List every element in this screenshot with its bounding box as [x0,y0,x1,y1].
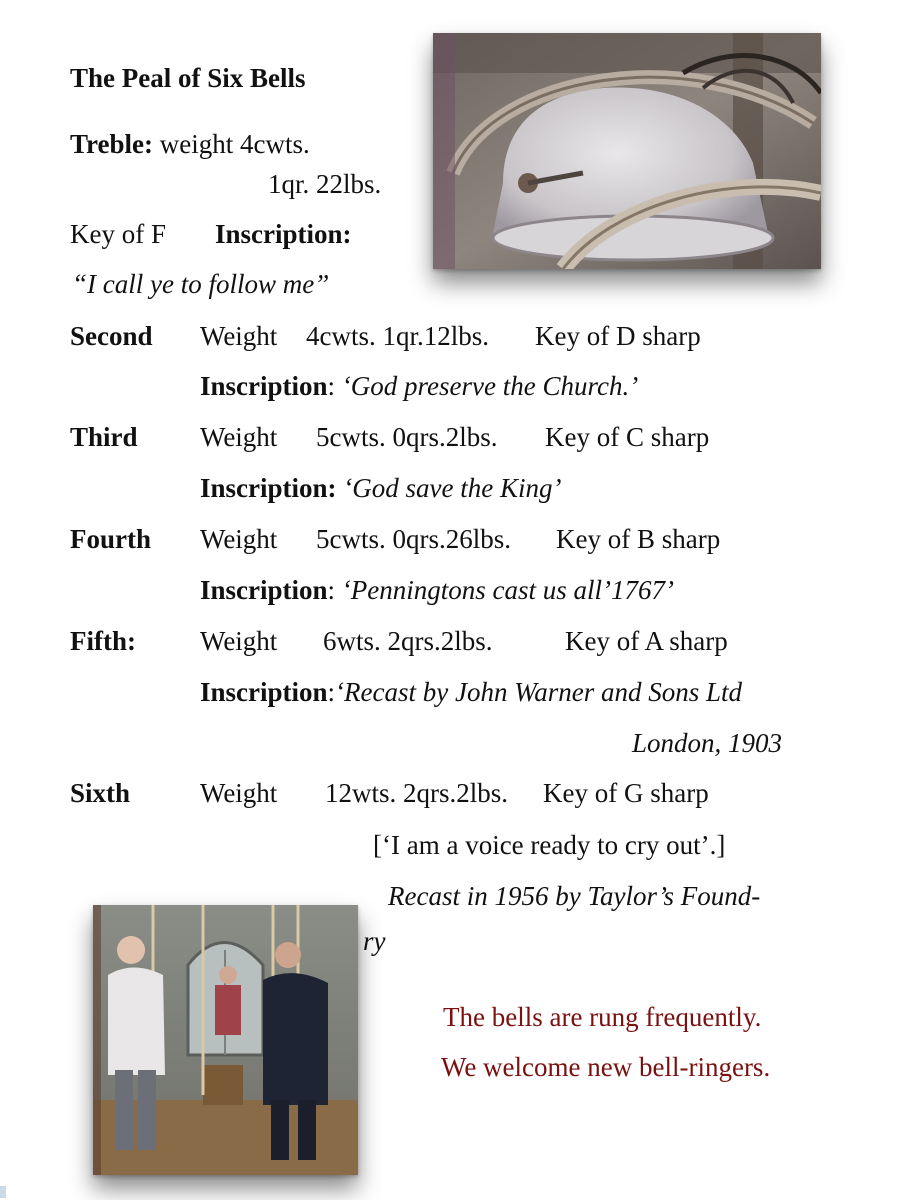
second-inscription: ‘God preserve the Church.’ [341,371,639,401]
fourth-inscription-line [200,574,674,606]
fifth-inscription: ‘Recast by John Warner and Sons Ltd [335,677,743,707]
third-weight: 5cwts. 0qrs.2lbs. [316,422,498,452]
third-inscription: ‘God save the King’ [343,473,562,503]
third-key: Key of C sharp [545,422,710,452]
notice-line1: The bells are rung frequently. [443,1002,762,1032]
sixth-key: Key of G sharp [543,778,709,808]
fourth-key: Key of B sharp [556,524,721,554]
treble-weight-line [70,128,310,160]
fourth-inscription-label: Inscription [200,575,328,605]
treble-weight-line2: 1qr. 22lbs. [268,169,382,199]
treble-inscription: “I call ye to follow me” [72,269,330,299]
sixth-recast-line1: Recast in 1956 by Taylor’s Found- [388,881,761,911]
second-key: Key of D sharp [535,321,701,351]
fourth-weight-label: Weight [200,524,278,554]
fifth-inscription-sep: : [327,677,336,707]
fifth-inscription-line2: London, 1903 [632,728,783,758]
sixth-name: Sixth [70,778,131,808]
fifth-inscription-line [200,676,742,708]
fourth-inscription-sep: : [327,575,342,605]
second-inscription-sep: : [327,371,342,401]
second-inscription-label: Inscription [200,371,328,401]
sixth-weight-label: Weight [200,778,278,808]
fifth-name: Fifth: [70,626,136,656]
fourth-inscription: ‘Penningtons cast us all’1767’ [341,575,675,605]
bell-ringers-photo [93,905,358,1175]
second-inscription-line [200,370,638,402]
notice-line2: We welcome new bell-ringers. [441,1052,771,1082]
treble-key: Key of F [70,219,166,249]
sixth-inscription: [‘I am a voice ready to cry out’.] [373,830,726,860]
page-corner-mark [0,1186,6,1198]
page-title: The Peal of Six Bells [70,63,306,93]
treble-inscription-label: Inscription: [215,219,352,249]
third-inscription-label: Inscription: [200,473,337,503]
fifth-weight: 6wts. 2qrs.2lbs. [323,626,493,656]
third-weight-label: Weight [200,422,278,452]
bell-photo [433,33,821,269]
second-name: Second [70,321,153,351]
fourth-weight: 5cwts. 0qrs.26lbs. [316,524,511,554]
third-name: Third [70,422,138,452]
fifth-weight-label: Weight [200,626,278,656]
treble-name: Treble: [70,129,153,159]
fourth-name: Fourth [70,524,151,554]
fifth-inscription-label: Inscription [200,677,328,707]
sixth-weight: 12wts. 2qrs.2lbs. [325,778,509,808]
sixth-recast-line2: ry [363,926,386,956]
third-inscription-line [200,472,561,504]
fifth-key: Key of A sharp [565,626,728,656]
second-weight-label: Weight [200,321,278,351]
treble-weight: weight 4cwts. [152,129,310,159]
second-weight: 4cwts. 1qr.12lbs. [306,321,490,351]
